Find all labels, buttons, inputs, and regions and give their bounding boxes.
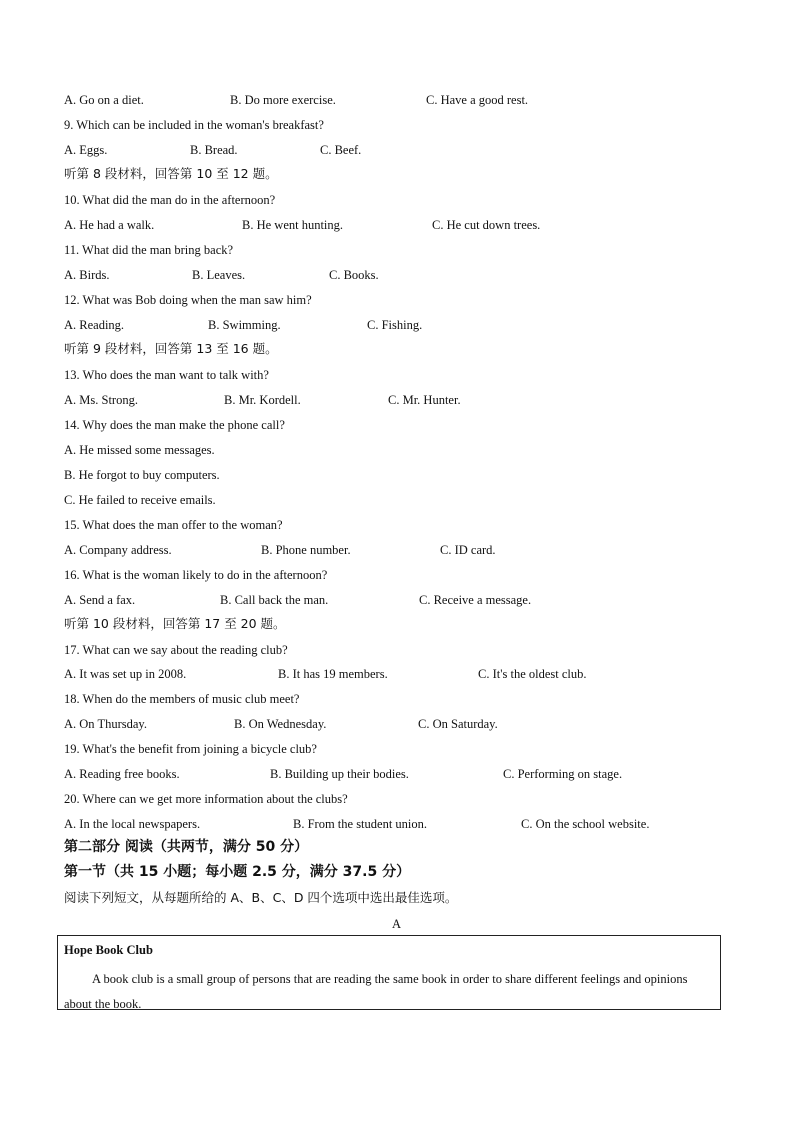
q9-option-b: B. Bread. [190,143,238,157]
q10-stem: 10. What did the man do in the afternoon? [64,193,276,207]
q15-stem: 15. What does the man offer to the woman? [64,518,283,532]
part2-title: 第二部分 阅读（共两节，满分 50 分） [64,839,309,855]
q12-option-c: C. Fishing. [367,318,423,332]
q15-option-b: B. Phone number. [261,543,351,557]
section-heading-10: 听第 10 段材料，回答第 17 至 20 题。 [64,616,286,631]
q18-options [64,716,724,732]
section-heading-8: 听第 8 段材料，回答第 10 至 12 题。 [64,166,278,181]
q10-option-b: B. He went hunting. [242,218,344,232]
passage-label: A [392,917,402,931]
q17-options [64,666,724,682]
q13-option-a: A. Ms. Strong. [64,393,138,407]
q12-option-b: B. Swimming. [208,318,281,332]
q11-stem: 11. What did the man bring back? [64,243,234,257]
q10-option-a: A. He had a walk. [64,218,155,232]
q11-option-b: B. Leaves. [192,268,246,282]
q16-option-b: B. Call back the man. [220,593,329,607]
q11-option-a: A. Birds. [64,268,110,282]
q20-options [64,816,724,832]
reading-instructions: 阅读下列短文，从每题所给的 A、B、C、D 四个选项中选出最佳选项。 [64,890,458,905]
q20-option-a: A. In the local newspapers. [64,817,201,831]
q12-option-a: A. Reading. [64,318,125,332]
q17-option-b: B. It has 19 members. [278,667,388,681]
q20-stem: 20. Where can we get more information about the clubs? [64,792,348,806]
q9-stem: 9. Which can be included in the woman's breakfast? [64,118,324,132]
q16-stem: 16. What is the woman likely to do in the afternoon? [64,568,328,582]
q18-option-c: C. On Saturday. [418,717,498,731]
q19-stem: 19. What's the benefit from joining a bicycle club? [64,742,317,756]
q18-option-b: B. On Wednesday. [234,717,327,731]
q18-stem: 18. When do the members of music club meet? [64,692,300,706]
passage-text: A book club is a small group of persons that are reading the same book in order to share different feelings and opinions about the book. [64,972,688,1011]
q8-option-b: B. Do more exercise. [230,93,336,107]
q13-option-c: C. Mr. Hunter. [388,393,461,407]
section-heading-9: 听第 9 段材料，回答第 13 至 16 题。 [64,341,278,356]
q13-options [64,392,724,408]
q9-option-a: A. Eggs. [64,143,108,157]
q11-option-c: C. Books. [329,268,379,282]
q10-options [64,217,724,233]
q15-options [64,542,724,558]
q16-option-c: C. Receive a message. [419,593,532,607]
q16-option-a: A. Send a fax. [64,593,136,607]
q14-option-c: C. He failed to receive emails. [64,493,216,507]
q14-option-a: A. He missed some messages. [64,443,215,457]
q8-options [64,92,724,108]
q8-option-a: A. Go on a diet. [64,93,144,107]
q19-option-c: C. Performing on stage. [503,767,623,781]
q13-option-b: B. Mr. Kordell. [224,393,301,407]
q11-options [64,267,724,283]
passage-box [57,935,721,1010]
q19-options [64,766,724,782]
q19-option-b: B. Building up their bodies. [270,767,409,781]
q12-options [64,317,724,333]
q17-option-a: A. It was set up in 2008. [64,667,187,681]
q20-option-c: C. On the school website. [521,817,650,831]
q13-stem: 13. Who does the man want to talk with? [64,368,269,382]
q10-option-c: C. He cut down trees. [432,218,541,232]
q8-option-c: C. Have a good rest. [426,93,529,107]
q17-option-c: C. It's the oldest club. [478,667,587,681]
q19-option-a: A. Reading free books. [64,767,180,781]
q20-option-b: B. From the student union. [293,817,428,831]
section1-title: 第一节（共 15 小题；每小题 2.5 分，满分 37.5 分） [64,864,411,880]
q9-options [64,142,724,158]
q12-stem: 12. What was Bob doing when the man saw him? [64,293,312,307]
q14-option-b: B. He forgot to buy computers. [64,468,220,482]
q15-option-a: A. Company address. [64,543,172,557]
q16-options [64,592,724,608]
q17-stem: 17. What can we say about the reading club? [64,643,288,657]
q14-stem: 14. Why does the man make the phone call? [64,418,285,432]
passage-title: Hope Book Club [64,943,153,957]
q15-option-c: C. ID card. [440,543,496,557]
q18-option-a: A. On Thursday. [64,717,147,731]
q9-option-c: C. Beef. [320,143,362,157]
